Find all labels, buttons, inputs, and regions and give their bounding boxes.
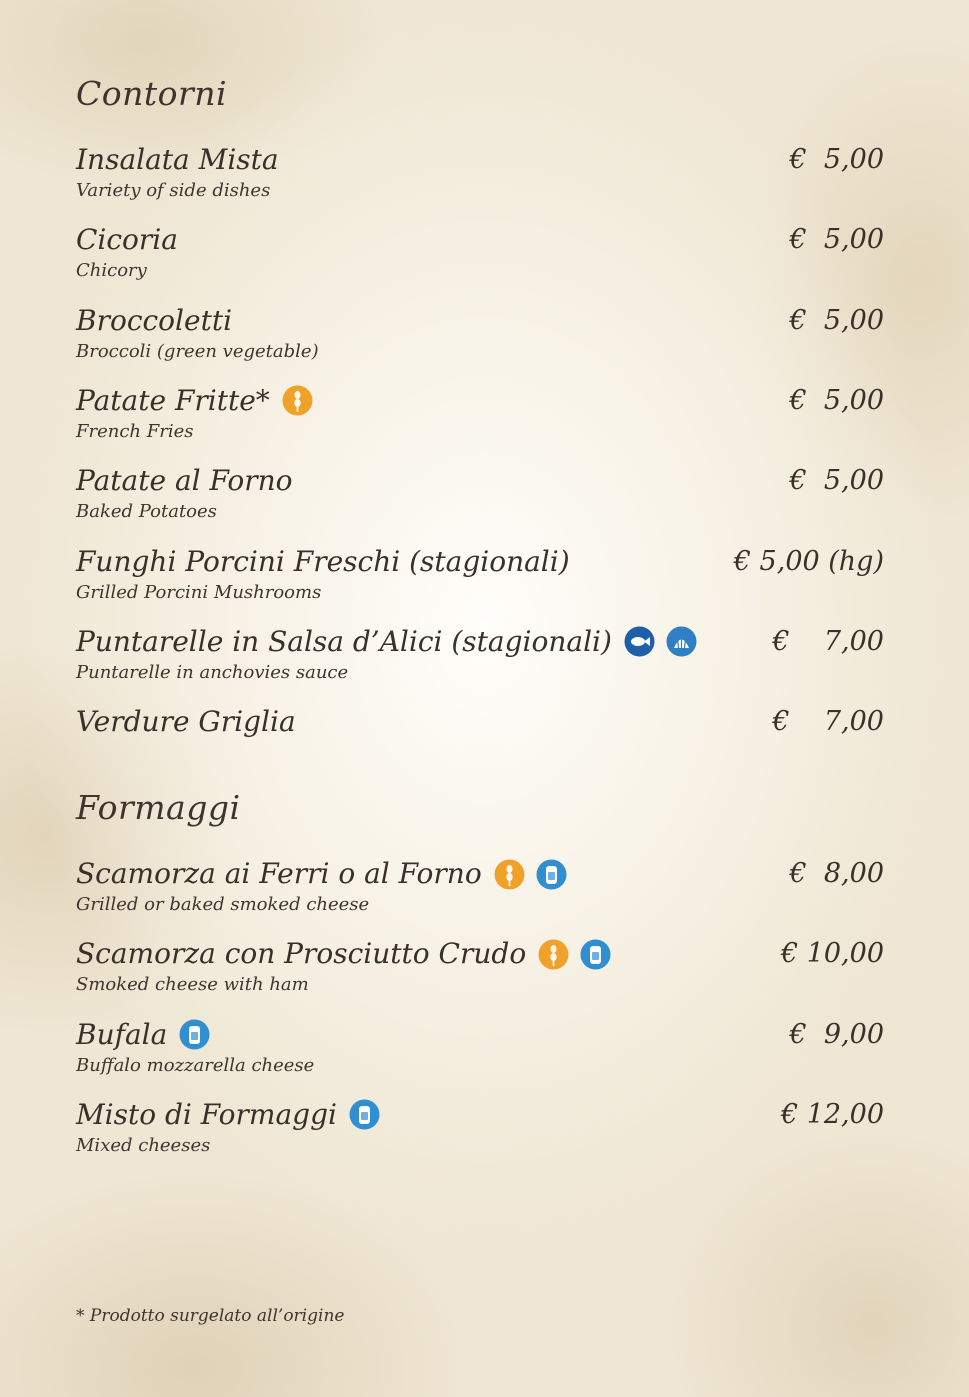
item-description: Chicory	[76, 260, 147, 282]
item-description: Variety of side dishes	[76, 180, 271, 201]
item-name	[76, 856, 567, 892]
item-name	[76, 1017, 210, 1053]
item-name-text: Patate al Forno	[76, 464, 293, 498]
item-name-text: Scamorza con Prosciutto Crudo	[76, 937, 527, 971]
item-description: Grilled Porcini Mushrooms	[76, 581, 322, 603]
item-name-text: Funghi Porcini Freschi (stagionali)	[76, 544, 570, 578]
item-name	[76, 303, 232, 339]
allergen-badges	[624, 626, 697, 657]
allergen-badges	[179, 1019, 210, 1050]
item-description: Smoked cheese with ham	[76, 974, 309, 996]
gluten-icon	[282, 385, 313, 416]
item-description: French Fries	[76, 420, 194, 442]
item-price: € 8,00	[789, 858, 884, 889]
item-name	[76, 142, 279, 178]
item-price: € 5,00	[789, 384, 884, 416]
item-price: € 10,00	[780, 938, 884, 970]
item-name-text: Bufala	[76, 1017, 168, 1051]
dairy-icon	[349, 1099, 380, 1130]
item-description: Grilled or baked smoked cheese	[76, 894, 370, 915]
gluten-icon	[538, 939, 569, 970]
item-name	[76, 936, 611, 972]
item-name	[76, 624, 697, 660]
dairy-icon	[580, 939, 611, 970]
footnote: * Prodotto surgelato all’origine	[76, 1306, 345, 1326]
item-name	[76, 383, 313, 419]
item-price: € 5,00 (hg)	[733, 545, 884, 577]
item-name-text: Patate Fritte*	[76, 383, 270, 417]
dairy-icon	[179, 1019, 210, 1050]
item-name-text: Scamorza ai Ferri o al Forno	[76, 857, 482, 890]
item-description: Mixed cheeses	[76, 1134, 211, 1156]
item-price: € 9,00	[789, 1018, 884, 1050]
item-price: € 7,00	[772, 625, 884, 657]
item-description: Puntarelle in anchovies sauce	[76, 661, 349, 683]
item-name-text: Misto di Formaggi	[76, 1097, 337, 1131]
item-name	[76, 704, 296, 740]
dairy-icon	[536, 859, 567, 890]
item-name-text: Cicoria	[76, 223, 178, 257]
allergen-badges	[349, 1099, 380, 1130]
item-description: Broccoli (green vegetable)	[76, 340, 319, 362]
item-price: € 7,00	[772, 706, 884, 738]
item-description: Baked Potatoes	[76, 501, 217, 523]
section-title-contorni: Contorni	[76, 74, 228, 113]
shellfish-icon	[666, 626, 697, 657]
item-description: Buffalo mozzarella cheese	[76, 1054, 315, 1076]
item-name-text: Verdure Griglia	[76, 705, 296, 739]
item-price: € 5,00	[789, 465, 884, 497]
allergen-badges	[282, 385, 313, 416]
allergen-badges	[494, 859, 567, 890]
item-name-text: Broccoletti	[76, 303, 233, 337]
item-name	[76, 463, 293, 499]
section-title-formaggi: Formaggi	[76, 788, 241, 827]
item-name	[76, 222, 178, 258]
item-price: € 5,00	[789, 224, 884, 256]
item-name	[76, 544, 570, 580]
item-price: € 5,00	[789, 144, 884, 175]
gluten-icon	[494, 859, 525, 890]
item-name-text: Puntarelle in Salsa d’Alici (stagionali)	[76, 624, 612, 658]
fish-icon	[624, 626, 655, 657]
item-name-text: Insalata Mista	[76, 143, 279, 176]
item-name	[76, 1097, 380, 1133]
item-price: € 5,00	[789, 304, 884, 336]
item-price: € 12,00	[780, 1098, 884, 1130]
allergen-badges	[538, 939, 611, 970]
